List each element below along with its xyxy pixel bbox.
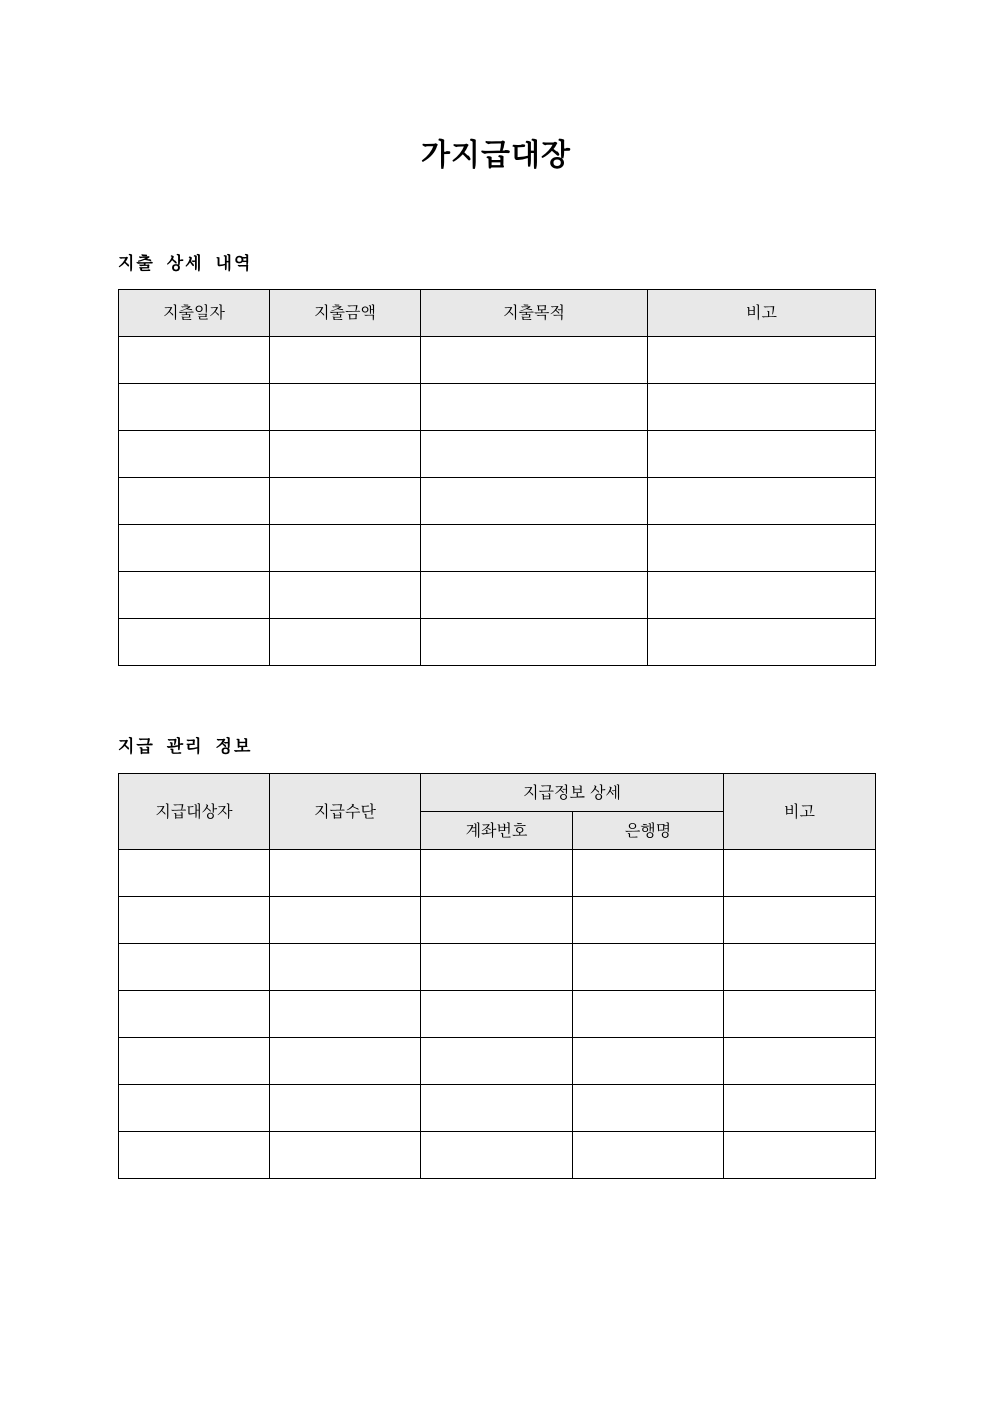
col-header-expense-amount: 지출금액 <box>270 290 421 337</box>
payment-cell[interactable] <box>724 1085 876 1132</box>
expense-cell[interactable] <box>421 478 648 525</box>
payment-cell[interactable] <box>724 1132 876 1179</box>
expense-cell[interactable] <box>119 525 270 572</box>
payment-cell[interactable] <box>119 1132 270 1179</box>
table-row <box>119 944 876 991</box>
expense-cell[interactable] <box>421 572 648 619</box>
expense-cell[interactable] <box>421 619 648 666</box>
payment-cell[interactable] <box>270 850 421 897</box>
col-header-bank-name: 은행명 <box>573 812 724 850</box>
payment-cell[interactable] <box>119 944 270 991</box>
document-title: 가지급대장 <box>421 138 571 173</box>
col-header-remarks: 비고 <box>724 774 876 850</box>
payment-cell[interactable] <box>270 1085 421 1132</box>
expense-cell[interactable] <box>421 525 648 572</box>
payment-cell[interactable] <box>119 850 270 897</box>
expense-cell[interactable] <box>270 525 421 572</box>
expense-cell[interactable] <box>270 337 421 384</box>
expense-cell[interactable] <box>648 384 876 431</box>
table-row <box>119 850 876 897</box>
payment-section-title: 지급 관리 정보 <box>118 737 253 757</box>
payment-cell[interactable] <box>724 1038 876 1085</box>
payment-cell[interactable] <box>573 850 724 897</box>
payment-cell[interactable] <box>421 991 573 1038</box>
payment-cell[interactable] <box>421 850 573 897</box>
expense-cell[interactable] <box>270 431 421 478</box>
expense-section-title: 지출 상세 내역 <box>118 254 253 274</box>
table-row <box>119 991 876 1038</box>
table-row <box>119 1038 876 1085</box>
payment-cell[interactable] <box>270 1132 421 1179</box>
col-header-account-number: 계좌번호 <box>421 812 573 850</box>
payment-cell[interactable] <box>270 991 421 1038</box>
expense-cell[interactable] <box>648 478 876 525</box>
expense-cell[interactable] <box>270 619 421 666</box>
payment-cell[interactable] <box>573 897 724 944</box>
expense-cell[interactable] <box>648 619 876 666</box>
payment-cell[interactable] <box>270 897 421 944</box>
payment-cell[interactable] <box>421 897 573 944</box>
payment-cell[interactable] <box>421 944 573 991</box>
col-header-remarks: 비고 <box>648 290 876 337</box>
expense-cell[interactable] <box>421 431 648 478</box>
payment-cell[interactable] <box>119 1085 270 1132</box>
table-row <box>119 337 876 384</box>
expense-cell[interactable] <box>119 431 270 478</box>
payment-cell[interactable] <box>724 897 876 944</box>
payment-cell[interactable] <box>573 944 724 991</box>
expense-cell[interactable] <box>270 384 421 431</box>
table-row <box>119 431 876 478</box>
expense-cell[interactable] <box>648 431 876 478</box>
expense-detail-table <box>118 289 876 666</box>
table-row <box>119 1132 876 1179</box>
table-row <box>119 619 876 666</box>
payment-cell[interactable] <box>270 1038 421 1085</box>
payment-cell[interactable] <box>119 897 270 944</box>
col-header-payment-method: 지급수단 <box>270 774 421 850</box>
col-header-expense-date: 지출일자 <box>119 290 270 337</box>
expense-cell[interactable] <box>119 478 270 525</box>
expense-cell[interactable] <box>119 337 270 384</box>
expense-cell[interactable] <box>270 572 421 619</box>
table-row <box>119 572 876 619</box>
payment-cell[interactable] <box>573 1038 724 1085</box>
col-header-payment-detail-group: 지급정보 상세 <box>421 774 724 812</box>
payment-cell[interactable] <box>119 991 270 1038</box>
table-row <box>119 897 876 944</box>
expense-table-body <box>119 337 876 666</box>
expense-cell[interactable] <box>119 384 270 431</box>
payment-cell[interactable] <box>724 850 876 897</box>
payment-cell[interactable] <box>573 1132 724 1179</box>
expense-cell[interactable] <box>421 337 648 384</box>
payment-cell[interactable] <box>724 944 876 991</box>
expense-cell[interactable] <box>270 478 421 525</box>
table-row <box>119 478 876 525</box>
col-header-expense-purpose: 지출목적 <box>421 290 648 337</box>
expense-cell[interactable] <box>648 337 876 384</box>
table-row <box>119 525 876 572</box>
expense-cell[interactable] <box>648 572 876 619</box>
payment-cell[interactable] <box>421 1132 573 1179</box>
payment-info-table <box>118 773 876 1179</box>
expense-cell[interactable] <box>648 525 876 572</box>
expense-cell[interactable] <box>119 619 270 666</box>
payment-cell[interactable] <box>421 1038 573 1085</box>
col-header-recipient: 지급대상자 <box>119 774 270 850</box>
table-row <box>119 384 876 431</box>
payment-cell[interactable] <box>724 991 876 1038</box>
payment-table-body <box>119 850 876 1179</box>
payment-cell[interactable] <box>573 991 724 1038</box>
payment-cell[interactable] <box>270 944 421 991</box>
payment-cell[interactable] <box>421 1085 573 1132</box>
expense-cell[interactable] <box>119 572 270 619</box>
table-row <box>119 1085 876 1132</box>
expense-cell[interactable] <box>421 384 648 431</box>
payment-cell[interactable] <box>573 1085 724 1132</box>
payment-cell[interactable] <box>119 1038 270 1085</box>
